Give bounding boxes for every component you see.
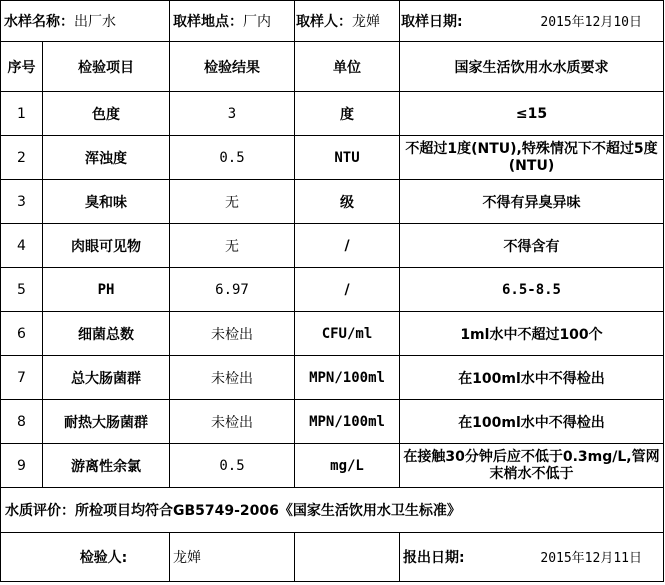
row-unit: /	[295, 268, 400, 312]
table-row	[1, 400, 664, 444]
row-unit: mg/L	[295, 444, 400, 488]
col-result-header: 检验结果	[170, 42, 295, 92]
sample-name-value: 出厂水	[74, 14, 116, 30]
table-row	[1, 356, 664, 400]
row-result: 无	[170, 224, 295, 268]
row-no: 8	[1, 400, 43, 444]
table-row	[1, 92, 664, 136]
col-unit-header: 单位	[295, 42, 400, 92]
row-standard: 不得含有	[400, 224, 664, 268]
sampler-label: 取样人：	[296, 14, 352, 30]
row-standard: 1ml水中不超过100个	[400, 312, 664, 356]
row-no: 3	[1, 180, 43, 224]
row-result: 未检出	[170, 356, 295, 400]
sample-name-cell	[1, 1, 170, 42]
inspector-value: 龙婵	[170, 533, 295, 582]
evaluation-text: 水质评价：所检项目均符合GB5749-2006《国家生活饮用水卫生标准》	[1, 488, 664, 533]
col-no-header: 序号	[1, 42, 43, 92]
row-item: 浑浊度	[43, 136, 170, 180]
row-unit: 级	[295, 180, 400, 224]
row-unit: NTU	[295, 136, 400, 180]
sample-date-value: 2015年12月10日	[540, 15, 642, 30]
row-no: 4	[1, 224, 43, 268]
table-row	[1, 312, 664, 356]
row-result: 未检出	[170, 312, 295, 356]
location-cell	[170, 1, 295, 42]
col-standard-header: 国家生活饮用水水质要求	[400, 42, 664, 92]
footer-row	[1, 533, 664, 582]
table-row	[1, 444, 664, 488]
sample-date-label: 取样日期:	[401, 14, 463, 30]
row-standard: 不超过1度(NTU),特殊情况下不超过5度 (NTU)	[400, 136, 664, 180]
row-unit: /	[295, 224, 400, 268]
row-item: 臭和味	[43, 180, 170, 224]
report-date-label: 报出日期:	[403, 550, 465, 566]
sampler-value: 龙婵	[352, 14, 380, 30]
row-unit: MPN/100ml	[295, 356, 400, 400]
column-header-row	[1, 42, 664, 92]
footer-blank-cell	[295, 533, 400, 582]
row-standard: 不得有异臭异味	[400, 180, 664, 224]
row-unit: MPN/100ml	[295, 400, 400, 444]
row-no: 1	[1, 92, 43, 136]
row-standard: ≤15	[400, 92, 664, 136]
table-row	[1, 180, 664, 224]
row-item: 耐热大肠菌群	[43, 400, 170, 444]
row-standard: 在接触30分钟后应不低于0.3mg/L,管网末梢水不低于	[400, 444, 664, 488]
sampler-cell	[295, 1, 400, 42]
row-standard: 在100ml水中不得检出	[400, 356, 664, 400]
row-no: 7	[1, 356, 43, 400]
row-unit: CFU/ml	[295, 312, 400, 356]
sample-date-cell	[400, 1, 664, 42]
row-item: 肉眼可见物	[43, 224, 170, 268]
sample-name-label: 水样名称：	[4, 14, 74, 30]
row-standard: 在100ml水中不得检出	[400, 400, 664, 444]
header-row	[1, 1, 664, 42]
row-result: 6.97	[170, 268, 295, 312]
row-standard: 6.5-8.5	[400, 268, 664, 312]
report-date-cell	[400, 533, 664, 582]
row-result: 0.5	[170, 444, 295, 488]
evaluation-row	[1, 488, 664, 533]
location-value: 厂内	[243, 14, 271, 30]
row-item: 细菌总数	[43, 312, 170, 356]
row-item: PH	[43, 268, 170, 312]
row-item: 游离性余氯	[43, 444, 170, 488]
table-row	[1, 136, 664, 180]
report-date-value: 2015年12月11日	[540, 551, 642, 566]
row-no: 5	[1, 268, 43, 312]
row-result: 0.5	[170, 136, 295, 180]
table-row	[1, 268, 664, 312]
row-item: 总大肠菌群	[43, 356, 170, 400]
row-no: 9	[1, 444, 43, 488]
row-result: 3	[170, 92, 295, 136]
row-no: 6	[1, 312, 43, 356]
row-result: 未检出	[170, 400, 295, 444]
col-item-header: 检验项目	[43, 42, 170, 92]
row-result: 无	[170, 180, 295, 224]
row-item: 色度	[43, 92, 170, 136]
inspector-label: 检验人:	[1, 533, 170, 582]
row-unit: 度	[295, 92, 400, 136]
row-no: 2	[1, 136, 43, 180]
location-label: 取样地点：	[173, 14, 243, 30]
table-row	[1, 224, 664, 268]
